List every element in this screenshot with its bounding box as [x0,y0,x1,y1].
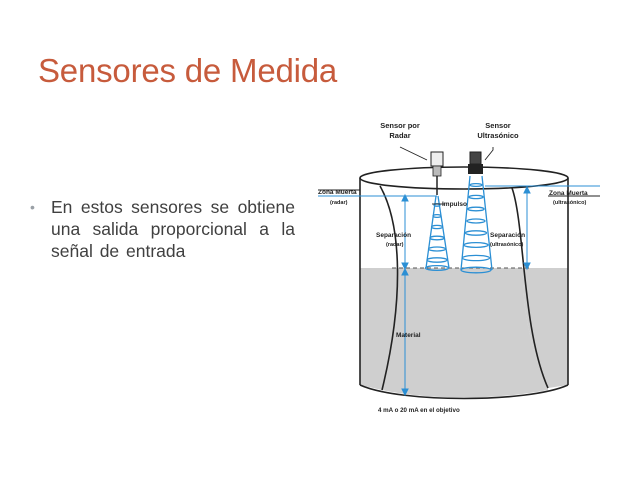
separacion-radar-sub: (radar) [386,242,404,248]
zona-muerta-radar-sub: (radar) [330,200,348,206]
sensor-radar-label-1: Sensor por [380,121,420,130]
ultrasonic-sensor-icon [468,152,483,174]
zona-muerta-ultrasonic-label: Zona Muerta [549,190,588,197]
sensor-radar-label-2: Radar [389,131,411,140]
sensor-ultrasonic-label-1: Sensor [485,121,511,130]
sensor-ultrasonic-label-2: Ultrasónico [477,131,519,140]
bullet-dot-icon: • [30,199,35,215]
separacion-ultrasonic-label: Separación [490,232,526,239]
bullet-text: En estos sensores se obtiene una salida proporcional a la señal de entrada [51,197,295,261]
footer-label: 4 mA o 20 mA en el objetivo [378,407,460,414]
separacion-radar-label: Separación [376,232,412,239]
impulso-label: Impulso [442,201,467,208]
slide-title: Sensores de Medida [38,52,338,89]
material-label: Material [396,332,421,339]
zona-muerta-ultrasonic-sub: (ultrasónico) [553,200,587,206]
zona-muerta-radar-label: Zona Muerta [318,189,357,196]
separacion-ultrasonic-sub: (ultrasónico) [490,242,524,248]
ultrasonic-beam [461,176,492,273]
